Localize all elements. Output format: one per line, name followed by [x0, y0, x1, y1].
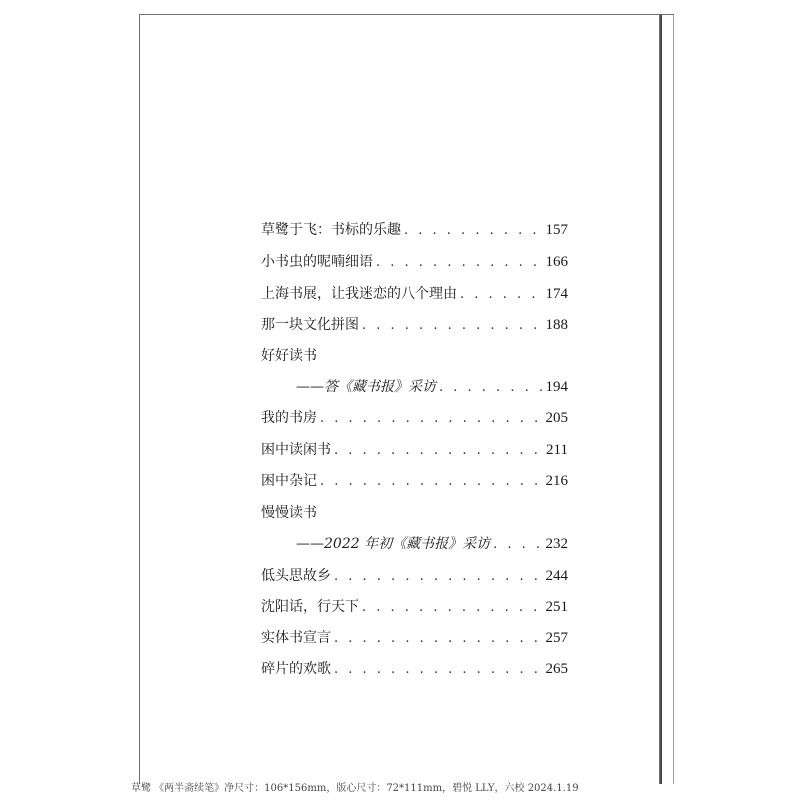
toc-entry-title: 我的书房: [261, 410, 317, 426]
toc-entry-page: 205: [545, 410, 568, 426]
dot-leader: [334, 567, 543, 587]
dot-leader: [334, 660, 543, 680]
dot-leader: [404, 221, 543, 241]
toc-entry-page: 157: [545, 222, 568, 238]
toc-entry-page: 216: [545, 473, 568, 489]
dot-leader: [320, 472, 543, 492]
toc-entry-title: 那一块文化拼图: [261, 317, 359, 333]
toc-entry-title: 实体书宣言: [261, 630, 331, 646]
toc-entry-page: 211: [546, 442, 568, 458]
toc-entry: [261, 284, 568, 304]
dot-leader: [439, 378, 543, 398]
toc-entry: [261, 628, 568, 648]
toc-entry-title: ——答《藏书报》采访: [296, 379, 436, 395]
toc-entry-title: ——2022 年初《藏书报》采访: [296, 536, 491, 552]
toc-entry-title: 困中读闲书: [261, 442, 331, 458]
toc-subentry: [296, 377, 568, 397]
toc-entry: [261, 659, 568, 679]
dot-leader: [362, 598, 543, 618]
toc-entry: [261, 408, 568, 428]
dot-leader: [460, 285, 543, 305]
toc-entry-title: 低头思故乡: [261, 568, 331, 584]
toc-entry-page: 265: [545, 661, 568, 677]
dot-leader: [493, 535, 542, 555]
toc-entry-title: 困中杂记: [261, 473, 317, 489]
toc-entry: [261, 471, 568, 491]
dot-leader: [320, 409, 543, 429]
toc-entry-page: 166: [545, 254, 568, 270]
dot-leader: [334, 629, 543, 649]
toc-subentry: [296, 534, 568, 554]
toc-entry-page: 174: [545, 286, 568, 302]
toc-entry-page: 244: [545, 568, 568, 584]
toc-entry: [261, 597, 568, 617]
toc-entry-title: 碎片的欢歌: [261, 661, 331, 677]
toc-entry-page: 257: [545, 630, 568, 646]
toc-heading: 慢慢读书: [261, 505, 317, 521]
toc-entry-title: 草鹭于飞：书标的乐趣: [261, 222, 401, 238]
dot-leader: [376, 253, 543, 273]
toc-entry-page: 194: [545, 379, 568, 395]
toc-entry: [261, 315, 568, 335]
toc-entry: [261, 440, 568, 460]
dot-leader: [334, 441, 543, 461]
toc-entry: [261, 252, 568, 272]
toc-entry-page: 251: [545, 599, 568, 615]
toc-entry: [261, 566, 568, 586]
toc-entry-page: 232: [545, 536, 568, 552]
toc-entry-page: 188: [545, 317, 568, 333]
toc-entry-title: 小书虫的呢喃细语: [261, 254, 373, 270]
toc-entry-title: 上海书展，让我迷恋的八个理由: [261, 286, 457, 302]
dot-leader: [362, 316, 543, 336]
toc-heading: 好好读书: [261, 348, 317, 364]
toc-entry: [261, 220, 568, 240]
print-slug-footer: 草鹭 《两半斋续笔》净尺寸：106*156mm，版心尺寸：72*111mm，碧悦 LLY，六校 2024.1.19: [131, 783, 579, 794]
toc-entry-title: 沈阳话，行天下: [261, 599, 359, 615]
